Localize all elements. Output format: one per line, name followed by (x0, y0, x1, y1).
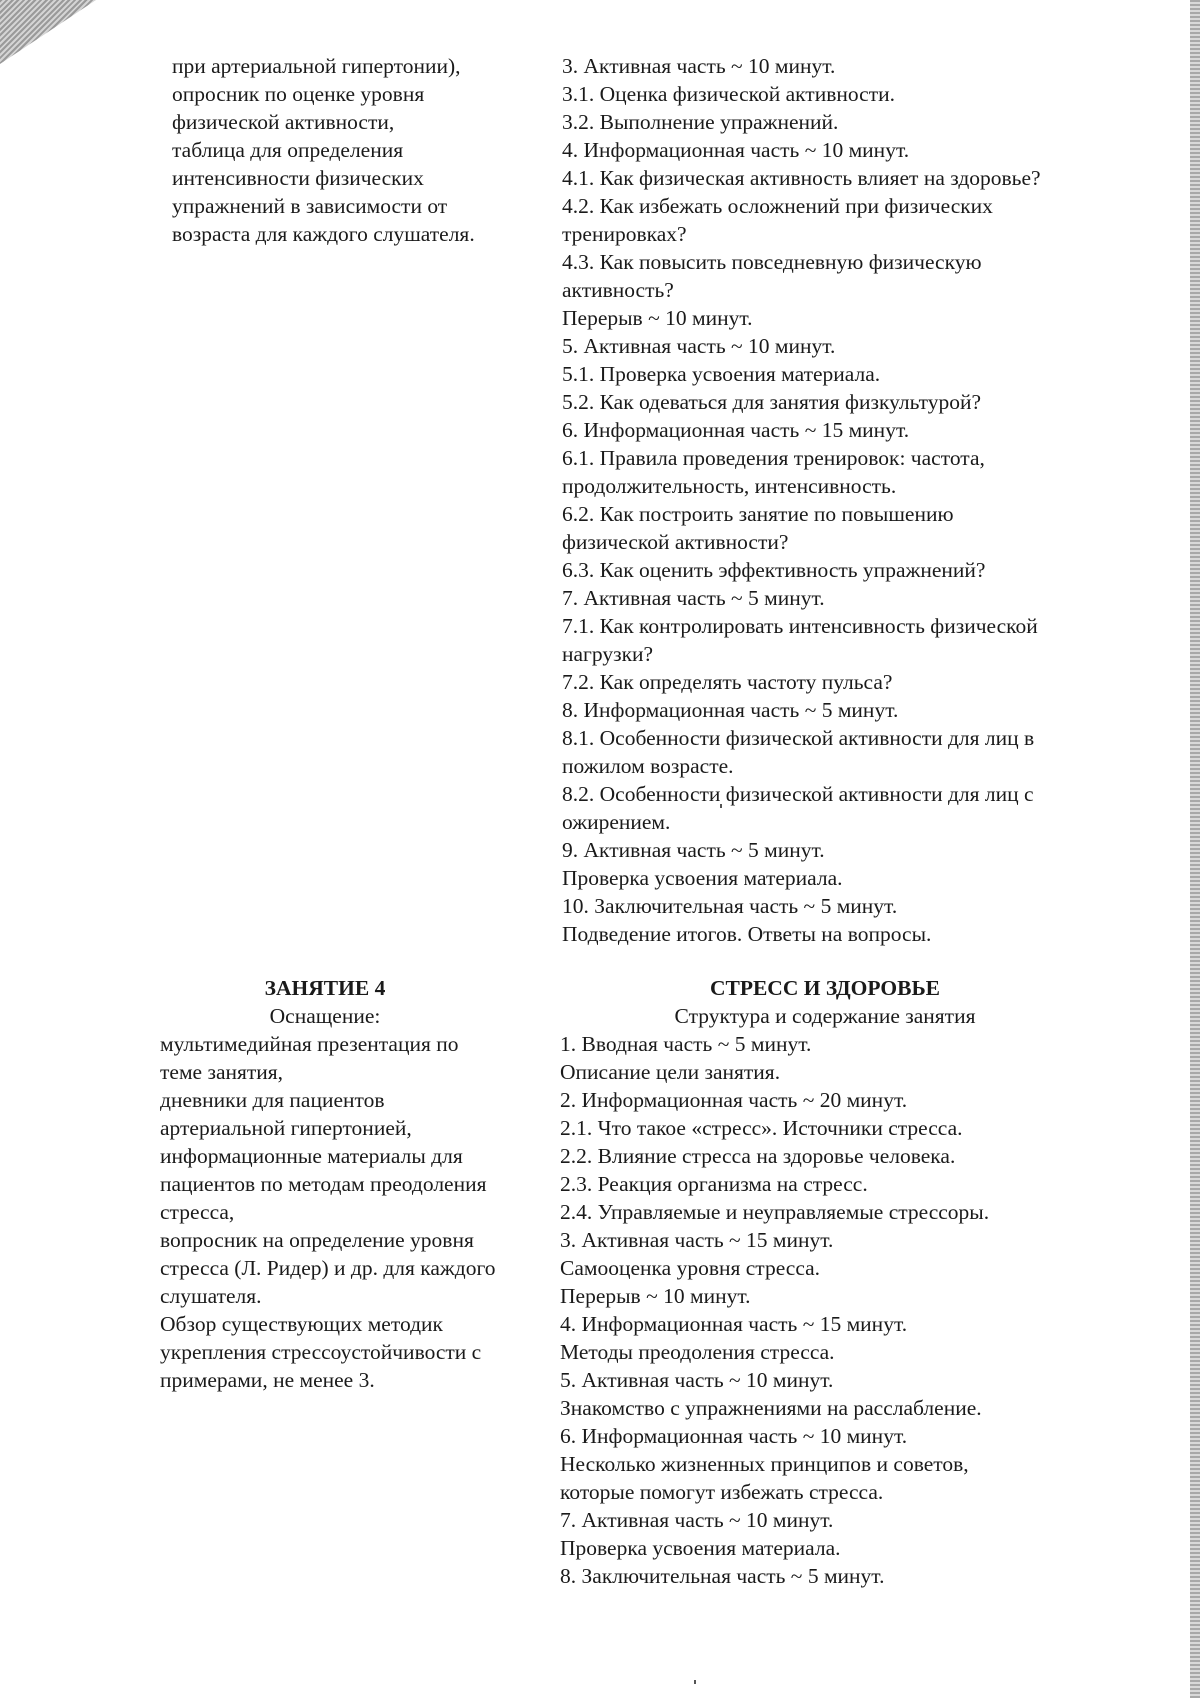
text-line: 6. Информационная часть ~ 15 минут. (562, 418, 910, 442)
text-line: 3. Активная часть ~ 10 минут. (562, 54, 836, 78)
lesson4-structure-column (560, 974, 1090, 1590)
text-line: 5. Активная часть ~ 10 минут. (562, 334, 836, 358)
equipment-continuation-column (172, 52, 542, 248)
text-line: информационные материалы для (160, 1144, 463, 1168)
text-line: дневники для пациентов (160, 1088, 385, 1112)
text-line: упражнений в зависимости от (172, 194, 448, 218)
text-line: Методы преодоления стресса. (560, 1340, 835, 1364)
scan-speck (694, 1680, 696, 1684)
text-line: пожилом возрасте. (562, 754, 734, 778)
equipment-list (160, 1030, 550, 1394)
text-line: 8. Информационная часть ~ 5 минут. (562, 698, 899, 722)
text-line: 8.2. Особенности физической активности для лиц с (562, 782, 1034, 806)
text-line: пациентов по методам преодоления (160, 1172, 487, 1196)
text-line: Проверка усвоения материала. (560, 1536, 841, 1560)
text-line: 3.2. Выполнение упражнений. (562, 110, 839, 134)
text-line: 6.1. Правила проведения тренировок: частота, (562, 446, 985, 470)
text-line: физической активности, (172, 110, 395, 134)
text-line: ожирением. (562, 810, 671, 834)
text-line: возраста для каждого слушателя. (172, 222, 475, 246)
scan-edge-artifact (1190, 0, 1200, 1698)
text-line: опросник по оценке уровня (172, 82, 425, 106)
text-line: 8.1. Особенности физической активности для лиц в (562, 726, 1035, 750)
text-line: 6. Информационная часть ~ 10 минут. (560, 1424, 908, 1448)
text-line: 4.2. Как избежать осложнений при физических (562, 194, 993, 218)
text-line: Знакомство с упражнениями на расслабление. (560, 1396, 982, 1420)
text-line: 7.1. Как контролировать интенсивность физической (562, 614, 1038, 638)
text-line: активность? (562, 278, 674, 302)
text-line: 2.1. Что такое «стресс». Источники стресса. (560, 1116, 963, 1140)
text-line: 3. Активная часть ~ 15 минут. (560, 1228, 834, 1252)
text-line: 8. Заключительная часть ~ 5 минут. (560, 1564, 885, 1588)
text-line: 10. Заключительная часть ~ 5 минут. (562, 894, 898, 918)
text-line: 2.3. Реакция организма на стресс. (560, 1172, 868, 1196)
lesson-topic-title: СТРЕСС И ЗДОРОВЬЕ (709, 976, 941, 1000)
text-line: таблица для определения (172, 138, 404, 162)
text-line: стресса (Л. Ридер) и др. для каждого (160, 1256, 496, 1280)
text-line: 5.1. Проверка усвоения материала. (562, 362, 881, 386)
text-line: 9. Активная часть ~ 5 минут. (562, 838, 825, 862)
text-line: 4.1. Как физическая активность влияет на здоровье? (562, 166, 1041, 190)
equipment-subtitle: Оснащение: (269, 1004, 381, 1028)
text-line: нагрузки? (562, 642, 654, 666)
text-line: мультимедийная презентация по (160, 1032, 459, 1056)
text-line: которые помогут избежать стресса. (560, 1480, 884, 1504)
text-line: слушателя. (160, 1284, 262, 1308)
lesson4-equipment-column (160, 974, 550, 1394)
text-line: Несколько жизненных принципов и советов, (560, 1452, 969, 1476)
text-line: стресса, (160, 1200, 235, 1224)
text-line: Перерыв ~ 10 минут. (560, 1284, 751, 1308)
text-line: 3.1. Оценка физической активности. (562, 82, 895, 106)
text-line: тренировках? (562, 222, 687, 246)
text-line: физической активности? (562, 530, 789, 554)
text-line: 7. Активная часть ~ 5 минут. (562, 586, 825, 610)
text-line: интенсивности физических (172, 166, 424, 190)
text-line: 2.2. Влияние стресса на здоровье человека. (560, 1144, 956, 1168)
text-line: Проверка усвоения материала. (562, 866, 843, 890)
text-line: примерами, не менее 3. (160, 1368, 375, 1392)
text-line: укрепления стрессоустойчивости с (160, 1340, 482, 1364)
structure-subtitle: Структура и содержание занятия (674, 1004, 976, 1028)
text-line: 4. Информационная часть ~ 10 минут. (562, 138, 910, 162)
lesson-title: ЗАНЯТИЕ 4 (264, 976, 386, 1000)
text-line: Обзор существующих методик (160, 1312, 443, 1336)
text-line: 6.2. Как построить занятие по повышению (562, 502, 954, 526)
text-line: Перерыв ~ 10 минут. (562, 306, 753, 330)
text-line: Самооценка уровня стресса. (560, 1256, 821, 1280)
text-line: 4. Информационная часть ~ 15 минут. (560, 1312, 908, 1336)
text-line: теме занятия, (160, 1060, 284, 1084)
text-line: 7.2. Как определять частоту пульса? (562, 670, 893, 694)
text-line: 6.3. Как оценить эффективность упражнений? (562, 558, 986, 582)
text-line: 7. Активная часть ~ 10 минут. (560, 1508, 834, 1532)
text-line: 5. Активная часть ~ 10 минут. (560, 1368, 834, 1392)
text-line: 4.3. Как повысить повседневную физическую (562, 250, 982, 274)
text-line: 5.2. Как одеваться для занятия физкультурой? (562, 390, 982, 414)
structure-list (560, 1030, 1090, 1590)
text-line: 2.4. Управляемые и неуправляемые стрессоры. (560, 1200, 990, 1224)
lesson3-structure-column (562, 52, 1102, 948)
text-line: продолжительность, интенсивность. (562, 474, 897, 498)
text-line: Подведение итогов. Ответы на вопросы. (562, 922, 932, 946)
text-line: артериальной гипертонией, (160, 1116, 412, 1140)
text-line: при артериальной гипертонии), (172, 54, 461, 78)
text-line: Описание цели занятия. (560, 1060, 781, 1084)
text-line: вопросник на определение уровня (160, 1228, 474, 1252)
text-line: 2. Информационная часть ~ 20 минут. (560, 1088, 908, 1112)
text-line: 1. Вводная часть ~ 5 минут. (560, 1032, 812, 1056)
scan-corner-artifact (0, 0, 96, 64)
